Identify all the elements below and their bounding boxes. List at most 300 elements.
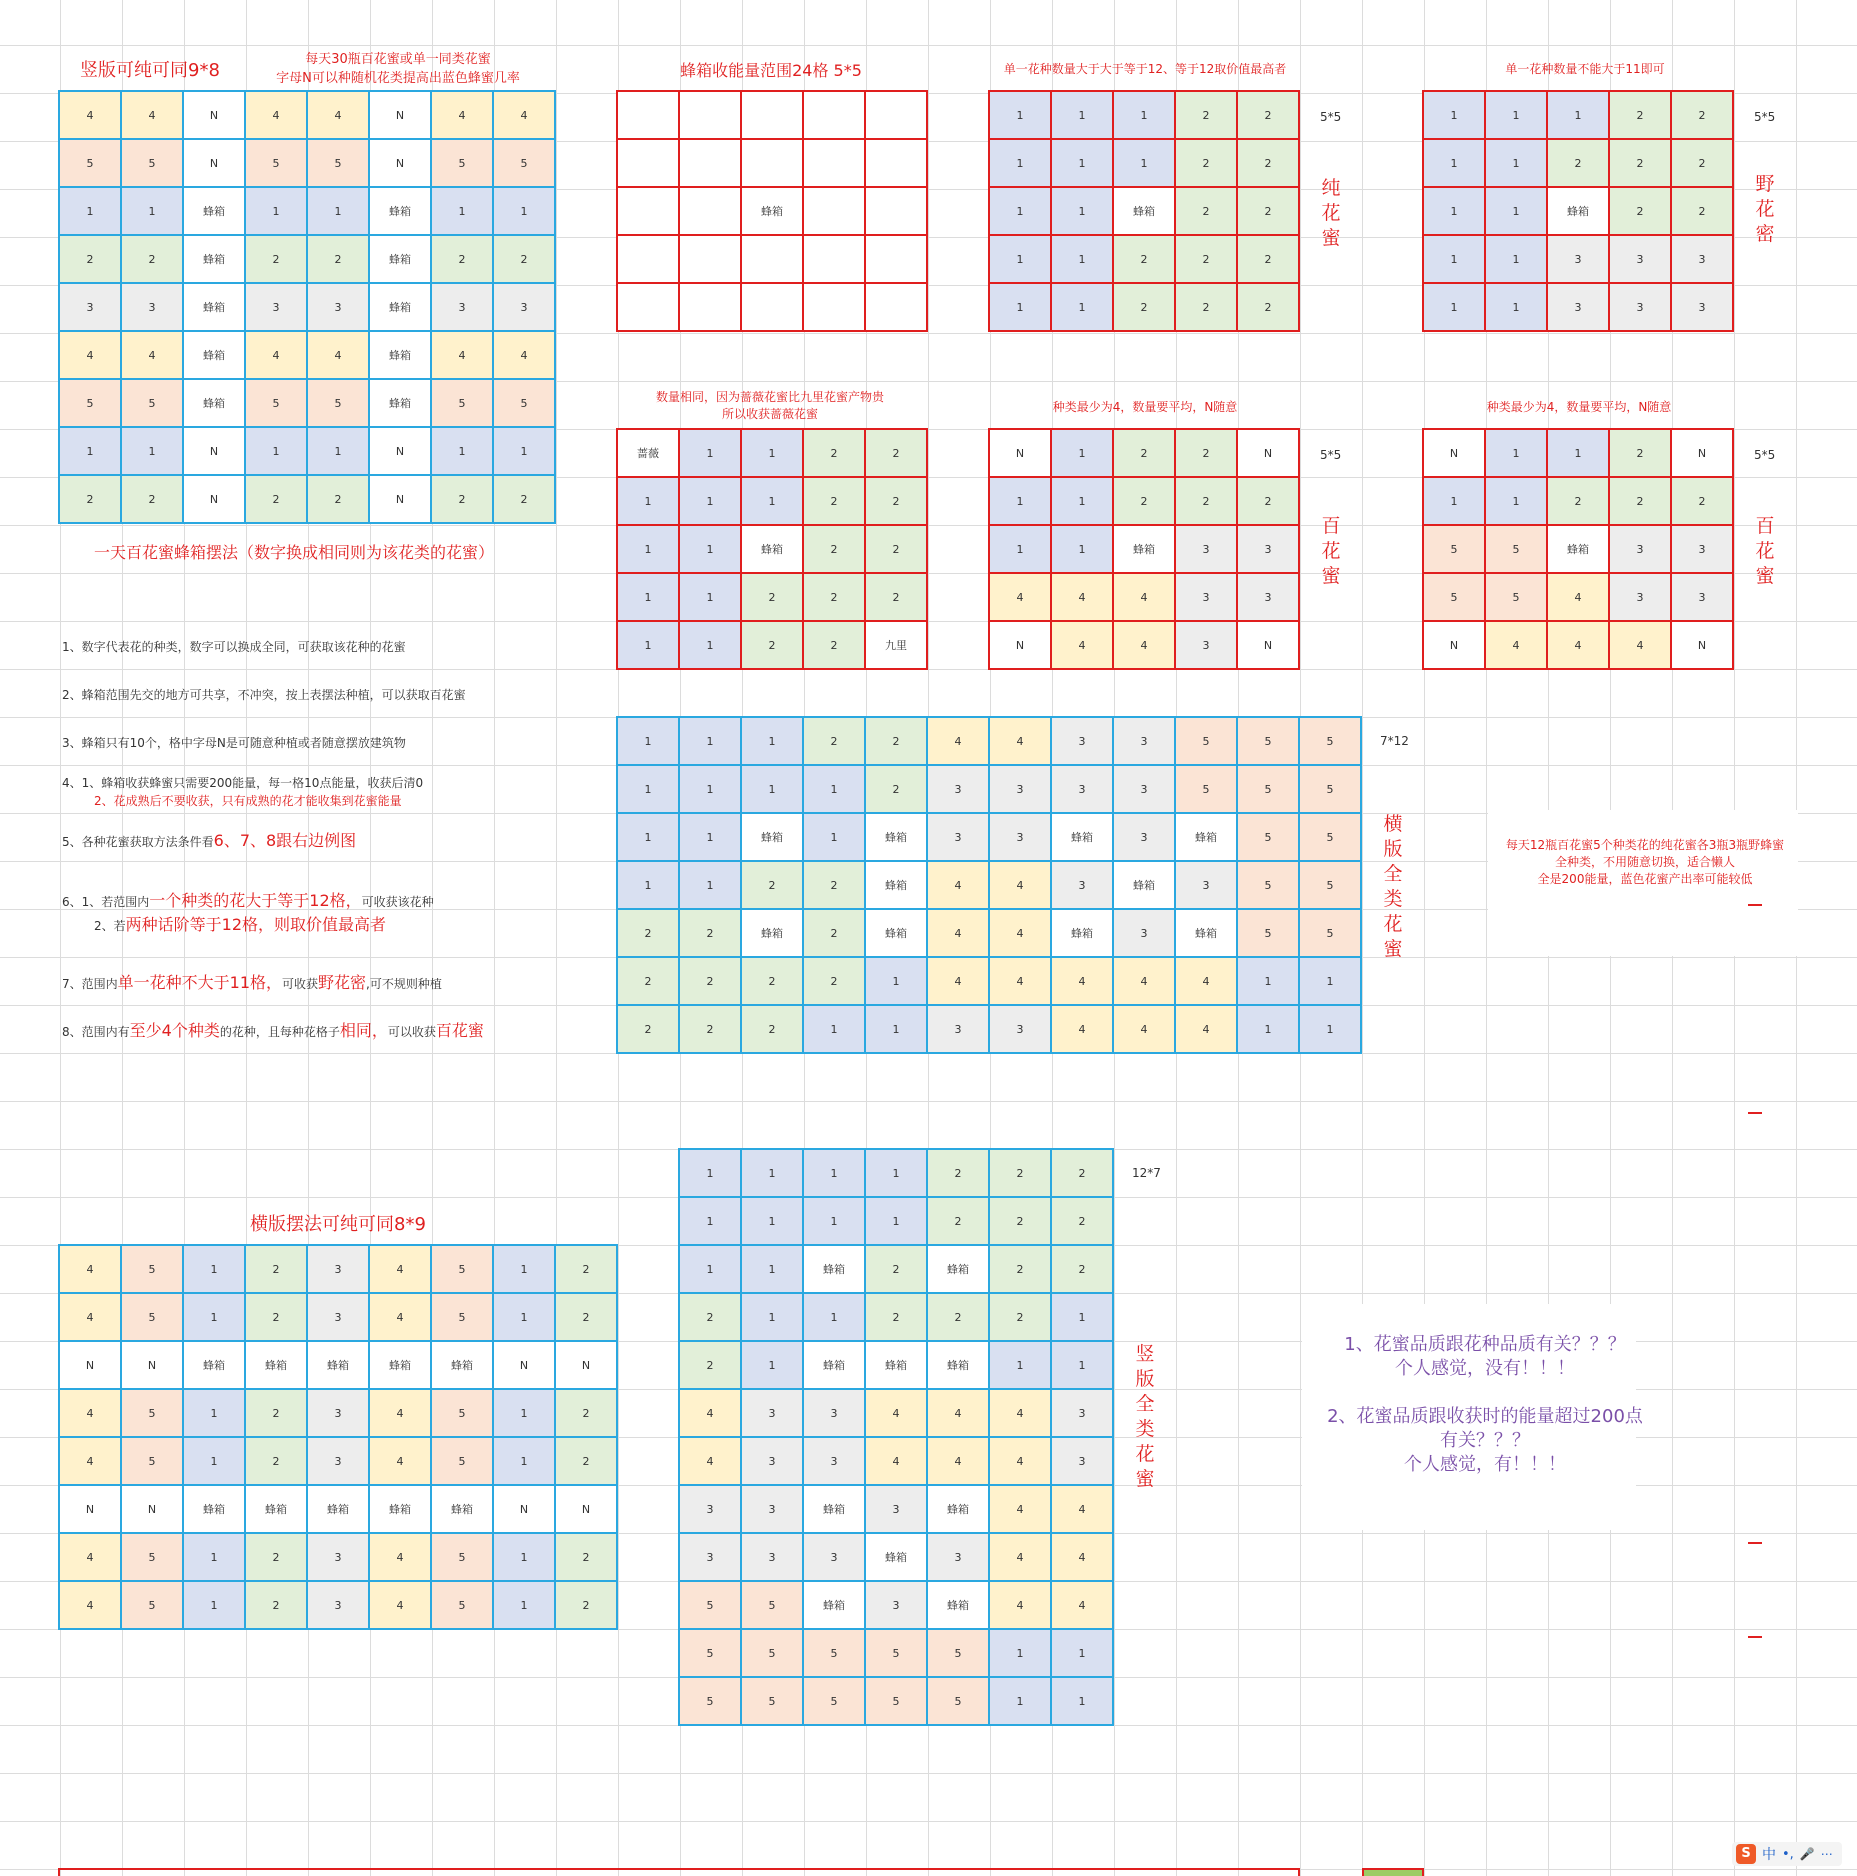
grid-cell: 2 [1175, 283, 1237, 331]
grid-cell: 4 [1051, 1581, 1113, 1629]
grid-cell: 蜂箱 [307, 1341, 369, 1389]
grid-cell: 5 [121, 139, 183, 187]
grid-cell: 蜂箱 [1547, 525, 1609, 573]
grid-cell: 2 [1051, 1245, 1113, 1293]
grid-cell: 2 [741, 573, 803, 621]
grid-cell: 1 [307, 187, 369, 235]
grid-cell: 4 [245, 91, 307, 139]
grid-cell [741, 283, 803, 331]
grid-cell: 4 [1547, 573, 1609, 621]
ime-punctuation-icon[interactable]: •, [1782, 1846, 1794, 1862]
grid-cell: 2 [803, 525, 865, 573]
more-icon[interactable]: ⋯ [1820, 1847, 1833, 1861]
grid-cell: 4 [307, 91, 369, 139]
grid-cell: 1 [989, 139, 1051, 187]
grid-cell: 4 [1113, 573, 1175, 621]
grid-cell: 3 [1609, 525, 1671, 573]
grid-cell: 1 [679, 717, 741, 765]
grid-cell: 1 [431, 427, 493, 475]
grid-cell: 1 [803, 1197, 865, 1245]
grid-cell: 2 [1609, 91, 1671, 139]
note-5b: 6、7、8跟右边例图 [213, 831, 357, 850]
grid-cell: 1 [307, 427, 369, 475]
grid-cell: 2 [307, 235, 369, 283]
grid-cell: 5 [1423, 573, 1485, 621]
grid-cell: 3 [307, 1389, 369, 1437]
grid-cell: 5 [1299, 765, 1361, 813]
grid-cell: 3 [59, 283, 121, 331]
note-7-2: 单一花种不大于11格， [117, 973, 283, 992]
pure-honey-size: 5*5 [1320, 110, 1342, 124]
grid-cell: 2 [1237, 283, 1299, 331]
grid-cell: 3 [989, 1005, 1051, 1053]
grid-cell: N [1237, 621, 1299, 669]
grid-cell: 4 [59, 1245, 121, 1293]
grid-cell: N [183, 91, 245, 139]
grid-cell: 4 [121, 331, 183, 379]
grid-cell: 4 [59, 1437, 121, 1485]
grid-cell: 蜂箱 [183, 235, 245, 283]
grid-cell [617, 283, 679, 331]
grid-cell: 3 [307, 283, 369, 331]
grid-cell: 2 [803, 573, 865, 621]
ime-language-label[interactable]: 中 [1762, 1847, 1776, 1863]
grid-cell: 2 [803, 429, 865, 477]
grid-cell: 2 [431, 235, 493, 283]
grid-cell: N [183, 475, 245, 523]
rose-grid [616, 428, 928, 670]
grid-cell: 5 [121, 1437, 183, 1485]
grid-cell: 2 [679, 909, 741, 957]
grid-cell: 2 [803, 957, 865, 1005]
grid-cell: 2 [865, 429, 927, 477]
grid-cell: 1 [803, 1149, 865, 1197]
grid-cell: N [989, 621, 1051, 669]
pure-honey-side-label: 纯 花 蜜 [1321, 177, 1341, 249]
grid-cell: 2 [245, 1437, 307, 1485]
grid-cell: 3 [1671, 235, 1733, 283]
grid-cell: 1 [741, 1341, 803, 1389]
grid-cell: 2 [927, 1197, 989, 1245]
grid-cell: 2 [1237, 91, 1299, 139]
grid-cell [679, 283, 741, 331]
grid-cell: 1 [1485, 235, 1547, 283]
wild-honey-grid [1422, 90, 1734, 332]
grid-cell: 1 [121, 427, 183, 475]
grid-cell: N [493, 1341, 555, 1389]
grid-cell: 2 [803, 861, 865, 909]
grid-cell [803, 283, 865, 331]
grid-cell: 5 [679, 1629, 741, 1677]
grid-cell: 3 [1113, 909, 1175, 957]
grid-cell: 1 [1485, 477, 1547, 525]
grid-cell: 3 [1051, 765, 1113, 813]
grid-cell: 4 [1547, 621, 1609, 669]
grid-cell: 2 [1609, 187, 1671, 235]
grid-cell: 1 [1423, 235, 1485, 283]
note-8-1: 8、范围内有 [62, 1025, 130, 1039]
grid-cell: 1 [741, 765, 803, 813]
note-8-3: 的花种，且每种花格子 [219, 1025, 340, 1039]
grid-cell [865, 283, 927, 331]
grid-cell: 1 [989, 91, 1051, 139]
grid-cell: 4 [927, 717, 989, 765]
grid-cell: 3 [1175, 525, 1237, 573]
grid-cell: 1 [1547, 429, 1609, 477]
grid-cell: 4 [927, 909, 989, 957]
grid-cell: 4 [493, 331, 555, 379]
quality-note-line2: 个人感觉，没有！！！ [1395, 1358, 1575, 1379]
bottom-green-cell [1362, 1868, 1424, 1876]
grid-cell: 1 [1299, 1005, 1361, 1053]
grid-cell: 2 [245, 1245, 307, 1293]
rose-grid-title1: 数量相同，因为蔷薇花蜜比九里花蜜产物贵 [655, 390, 884, 404]
note-6a-3: 可收获该花种 [361, 895, 434, 909]
grid-cell: 1 [803, 1293, 865, 1341]
daily-note-line2: 全种类，不用随意切换，适合懒人 [1554, 855, 1735, 869]
grid-cell: 3 [1113, 765, 1175, 813]
grid-cell: 2 [989, 1245, 1051, 1293]
grid-cell: 4 [1609, 621, 1671, 669]
grid-cell: 2 [1547, 139, 1609, 187]
grid-cell: 蜂箱 [741, 909, 803, 957]
grid-cell: 5 [1299, 717, 1361, 765]
grid-cell: 蜂箱 [431, 1341, 493, 1389]
grid-cell: 1 [741, 1149, 803, 1197]
note-8-6: 百花蜜 [435, 1021, 484, 1040]
grid-cell: 3 [927, 813, 989, 861]
grid-cell: N [493, 1485, 555, 1533]
grid-cell: 4 [1051, 1005, 1113, 1053]
grid-cell: 1 [183, 1245, 245, 1293]
grid-cell: 2 [989, 1197, 1051, 1245]
grid-cell: 2 [1175, 91, 1237, 139]
grid-cell: 4 [989, 1533, 1051, 1581]
grid-cell: 4 [989, 1485, 1051, 1533]
grid-cell: 蜂箱 [803, 1485, 865, 1533]
horizontal-pure-grid [58, 1244, 618, 1630]
grid-cell: 2 [1237, 235, 1299, 283]
note-6b-1: 2、若 [94, 919, 126, 933]
grid-cell: 4 [989, 1437, 1051, 1485]
grid-cell: 2 [555, 1533, 617, 1581]
grid-cell [679, 187, 741, 235]
grid-cell: 3 [1175, 621, 1237, 669]
grid-cell: 2 [865, 765, 927, 813]
grid-cell: 1 [1485, 187, 1547, 235]
grid-cell: 4 [1175, 957, 1237, 1005]
note-7-1: 7、范围内 [62, 977, 118, 991]
grid-cell: 4 [369, 1437, 431, 1485]
grid-cell [741, 91, 803, 139]
grid-cell [803, 187, 865, 235]
grid-cell: 3 [1051, 717, 1113, 765]
grid-cell: 2 [245, 235, 307, 283]
grid-cell: 5 [1485, 525, 1547, 573]
grid-cell: 蜂箱 [369, 235, 431, 283]
grid-cell: 1 [1423, 139, 1485, 187]
note-8-5: 可以收获 [387, 1025, 436, 1039]
grid-cell: 1 [1485, 283, 1547, 331]
grid-cell: 蜂箱 [369, 1341, 431, 1389]
grid-cell: 蜂箱 [1051, 813, 1113, 861]
grid-cell: 1 [1051, 283, 1113, 331]
grid-cell: 4 [989, 1389, 1051, 1437]
grid-cell: 5 [245, 139, 307, 187]
grid-cell: 5 [927, 1629, 989, 1677]
grid-cell: 5 [59, 139, 121, 187]
grid-cell: 蜂箱 [1175, 813, 1237, 861]
grid-cell: 2 [493, 475, 555, 523]
grid-cell: 3 [865, 1485, 927, 1533]
grid-cell: 1 [617, 477, 679, 525]
grid-cell: 2 [1237, 139, 1299, 187]
grid-cell: 1 [803, 813, 865, 861]
grid-cell: 2 [989, 1149, 1051, 1197]
grid-cell: 5 [865, 1629, 927, 1677]
grid-cell: 3 [927, 765, 989, 813]
grid-cell: 3 [1671, 525, 1733, 573]
grid-cell: 蜂箱 [741, 187, 803, 235]
grid-cell: 5 [1237, 861, 1299, 909]
grid-cell: 1 [679, 1245, 741, 1293]
grid-cell: 5 [1175, 717, 1237, 765]
grid-cell: 2 [1609, 429, 1671, 477]
grid-cell: 1 [183, 1581, 245, 1629]
grid-cell: 4 [59, 1581, 121, 1629]
grid-cell: 2 [741, 957, 803, 1005]
grid-cell: 1 [617, 525, 679, 573]
grid-cell: 3 [1547, 283, 1609, 331]
note-5 [62, 828, 356, 851]
grid-cell: 5 [679, 1581, 741, 1629]
grid-cell: 4 [59, 1389, 121, 1437]
grid-cell: 5 [803, 1629, 865, 1677]
grid-cell: 3 [1609, 283, 1671, 331]
grid-cell: 1 [183, 1389, 245, 1437]
grid-cell: 1 [741, 477, 803, 525]
grid-cell: 蜂箱 [307, 1485, 369, 1533]
pure-honey-grid [988, 90, 1300, 332]
grid-cell: N [1423, 621, 1485, 669]
grid-cell: N [59, 1485, 121, 1533]
grid-cell: 1 [493, 1437, 555, 1485]
grid-cell [679, 235, 741, 283]
grid-cell: 2 [1671, 91, 1733, 139]
note-8 [62, 1018, 484, 1041]
grid-cell: 蜂箱 [1547, 187, 1609, 235]
grid-cell: 2 [493, 235, 555, 283]
horizontal-all-side-label: 横 版 全 类 花 蜜 [1383, 813, 1403, 960]
grid-cell: 5 [121, 1389, 183, 1437]
grid-cell: 5 [1299, 813, 1361, 861]
grid-cell: 3 [865, 1581, 927, 1629]
grid-cell: 蜂箱 [927, 1245, 989, 1293]
grid-cell: 1 [617, 621, 679, 669]
microphone-icon[interactable]: 🎤 [1799, 1847, 1815, 1861]
grid-cell: 1 [989, 525, 1051, 573]
grid-cell: 2 [555, 1245, 617, 1293]
grid-cell: 4 [1485, 621, 1547, 669]
grid-cell: 蜂箱 [183, 1485, 245, 1533]
note-7-5: ,可不规则种植 [366, 977, 442, 991]
grid-cell: 3 [741, 1437, 803, 1485]
grid-cell: 3 [121, 283, 183, 331]
grid-cell: 2 [1671, 477, 1733, 525]
grid-cell: 2 [555, 1581, 617, 1629]
grid-cell: 5 [927, 1677, 989, 1725]
grid-cell: 3 [1609, 235, 1671, 283]
grid-cell: 5 [493, 379, 555, 427]
grid-cell: 1 [1485, 429, 1547, 477]
grid-cell: 2 [803, 621, 865, 669]
rose-grid-title2: 所以收获蔷薇花蜜 [721, 407, 818, 421]
grid-cell: 蜂箱 [431, 1485, 493, 1533]
grid-cell: 1 [59, 187, 121, 235]
grid-cell: 3 [803, 1437, 865, 1485]
grid-cell: 2 [245, 1581, 307, 1629]
hundred-b-side-label: 百 花 蜜 [1755, 515, 1775, 587]
grid-cell: 2 [1051, 1197, 1113, 1245]
grid-cell: 4 [927, 957, 989, 1005]
grid-cell: 4 [1051, 957, 1113, 1005]
grid-cell: 5 [741, 1629, 803, 1677]
horizontal-all-size: 7*12 [1380, 734, 1409, 748]
grid-cell: 1 [989, 187, 1051, 235]
grid-cell: 4 [369, 1389, 431, 1437]
grid-cell: 3 [989, 813, 1051, 861]
grid-cell: 2 [989, 1293, 1051, 1341]
grid-cell: 5 [121, 1581, 183, 1629]
grid-cell: 4 [1051, 1533, 1113, 1581]
grid-cell: 2 [245, 1533, 307, 1581]
grid-cell: 4 [1113, 957, 1175, 1005]
grid-cell: 2 [865, 525, 927, 573]
grid-cell: 1 [679, 477, 741, 525]
grid-cell: 1 [1113, 91, 1175, 139]
grid-cell: 5 [121, 379, 183, 427]
daily-note-line1: 每天12瓶百花蜜5个种类花的纯花蜜各3瓶3瓶野蜂蜜 [1505, 838, 1785, 852]
grid-cell: 5 [121, 1533, 183, 1581]
grid-cell: 1 [1051, 477, 1113, 525]
wild-honey-size: 5*5 [1754, 110, 1776, 124]
grid-cell: 2 [1547, 477, 1609, 525]
grid-cell: 蜂箱 [369, 187, 431, 235]
grid-cell: N [369, 139, 431, 187]
grid-cell [679, 139, 741, 187]
vertical-all-size: 12*7 [1132, 1166, 1161, 1180]
grid-cell: 蜂箱 [183, 379, 245, 427]
grid-cell: 1 [1299, 957, 1361, 1005]
grid-cell: 1 [1423, 283, 1485, 331]
grid-cell: 2 [121, 475, 183, 523]
grid-cell: 1 [183, 1533, 245, 1581]
dash-mark [1748, 1636, 1762, 1638]
grid-cell: 蜂箱 [1113, 187, 1175, 235]
grid-cell: 1 [679, 861, 741, 909]
grid-cell: 5 [1237, 909, 1299, 957]
grid-cell: 4 [59, 331, 121, 379]
grid-cell: 3 [307, 1245, 369, 1293]
quality-note-line5: 个人感觉，有！！！ [1404, 1454, 1566, 1475]
grid-cell: N [1423, 429, 1485, 477]
grid-cell: N [183, 427, 245, 475]
grid-cell: 蜂箱 [369, 379, 431, 427]
grid-cell: 1 [493, 427, 555, 475]
grid-cell: 1 [245, 427, 307, 475]
grid-cell: 蜂箱 [183, 331, 245, 379]
note-8-4: 相同， [339, 1021, 388, 1040]
grid-cell: 2 [865, 717, 927, 765]
grid-cell: 1 [679, 765, 741, 813]
grid-cell: 1 [1237, 1005, 1299, 1053]
grid-cell: 1 [989, 235, 1051, 283]
grid-cell: 1 [493, 1293, 555, 1341]
sogou-logo-icon[interactable]: S [1736, 1844, 1756, 1864]
grid-cell: 1 [741, 1197, 803, 1245]
grid-cell: N [121, 1341, 183, 1389]
grid-cell: 1 [183, 1437, 245, 1485]
grid-cell: 5 [1175, 765, 1237, 813]
grid-cell [741, 139, 803, 187]
grid-cell: 2 [245, 1293, 307, 1341]
grid-cell: 4 [679, 1437, 741, 1485]
grid-cell: 1 [1051, 235, 1113, 283]
grid-cell: 1 [865, 957, 927, 1005]
grid-cell: 蜂箱 [803, 1581, 865, 1629]
grid-cell: 3 [1547, 235, 1609, 283]
grid-cell: 蜂箱 [865, 1341, 927, 1389]
grid-cell: 4 [307, 331, 369, 379]
grid-cell: 5 [431, 379, 493, 427]
grid-cell: 2 [679, 1341, 741, 1389]
grid-cell: 1 [431, 187, 493, 235]
grid-cell [741, 235, 803, 283]
grid-cell: N [1671, 621, 1733, 669]
note-4b: 2、花成熟后不要收获，只有成熟的花才能收集到花蜜能量 [94, 794, 402, 808]
grid-cell [617, 91, 679, 139]
grid-cell: 4 [1175, 1005, 1237, 1053]
grid-cell: 1 [617, 717, 679, 765]
grid-cell: 3 [679, 1533, 741, 1581]
grid-cell: 2 [803, 717, 865, 765]
grid-cell: 5 [1423, 525, 1485, 573]
grid-cell: 4 [989, 861, 1051, 909]
grid-cell: 3 [1051, 861, 1113, 909]
grid-cell: 3 [1113, 717, 1175, 765]
grid-cell: 2 [741, 621, 803, 669]
grid-cell: 蜂箱 [741, 525, 803, 573]
grid-cell [865, 91, 927, 139]
beehive-range-grid [616, 90, 928, 332]
grid-cell: 蜂箱 [245, 1485, 307, 1533]
grid-cell: 蜂箱 [803, 1245, 865, 1293]
grid-cell: 4 [1113, 621, 1175, 669]
grid-cell: 1 [989, 477, 1051, 525]
grid-cell: 3 [307, 1581, 369, 1629]
note-4a: 4、1、蜂箱收获蜂蜜只需要200能量，每一格10点能量，收获后清0 [62, 776, 424, 790]
grid-cell: 1 [989, 1677, 1051, 1725]
grid-cell: 1 [679, 1197, 741, 1245]
grid-cell: 1 [59, 427, 121, 475]
grid-cell: 2 [1113, 477, 1175, 525]
grid-cell: N [183, 139, 245, 187]
note-6b-2: 两种话阶等于12格，则取价值最高者 [125, 915, 387, 934]
quality-note-line1: 1、花蜜品质跟花种品质有关？？？ [1344, 1334, 1626, 1355]
ime-toolbar[interactable] [1732, 1842, 1842, 1866]
pure-honey-title: 单一花种数量大于大于等于12、等于12取价值最高者 [1003, 62, 1287, 76]
grid-cell: 2 [1113, 283, 1175, 331]
